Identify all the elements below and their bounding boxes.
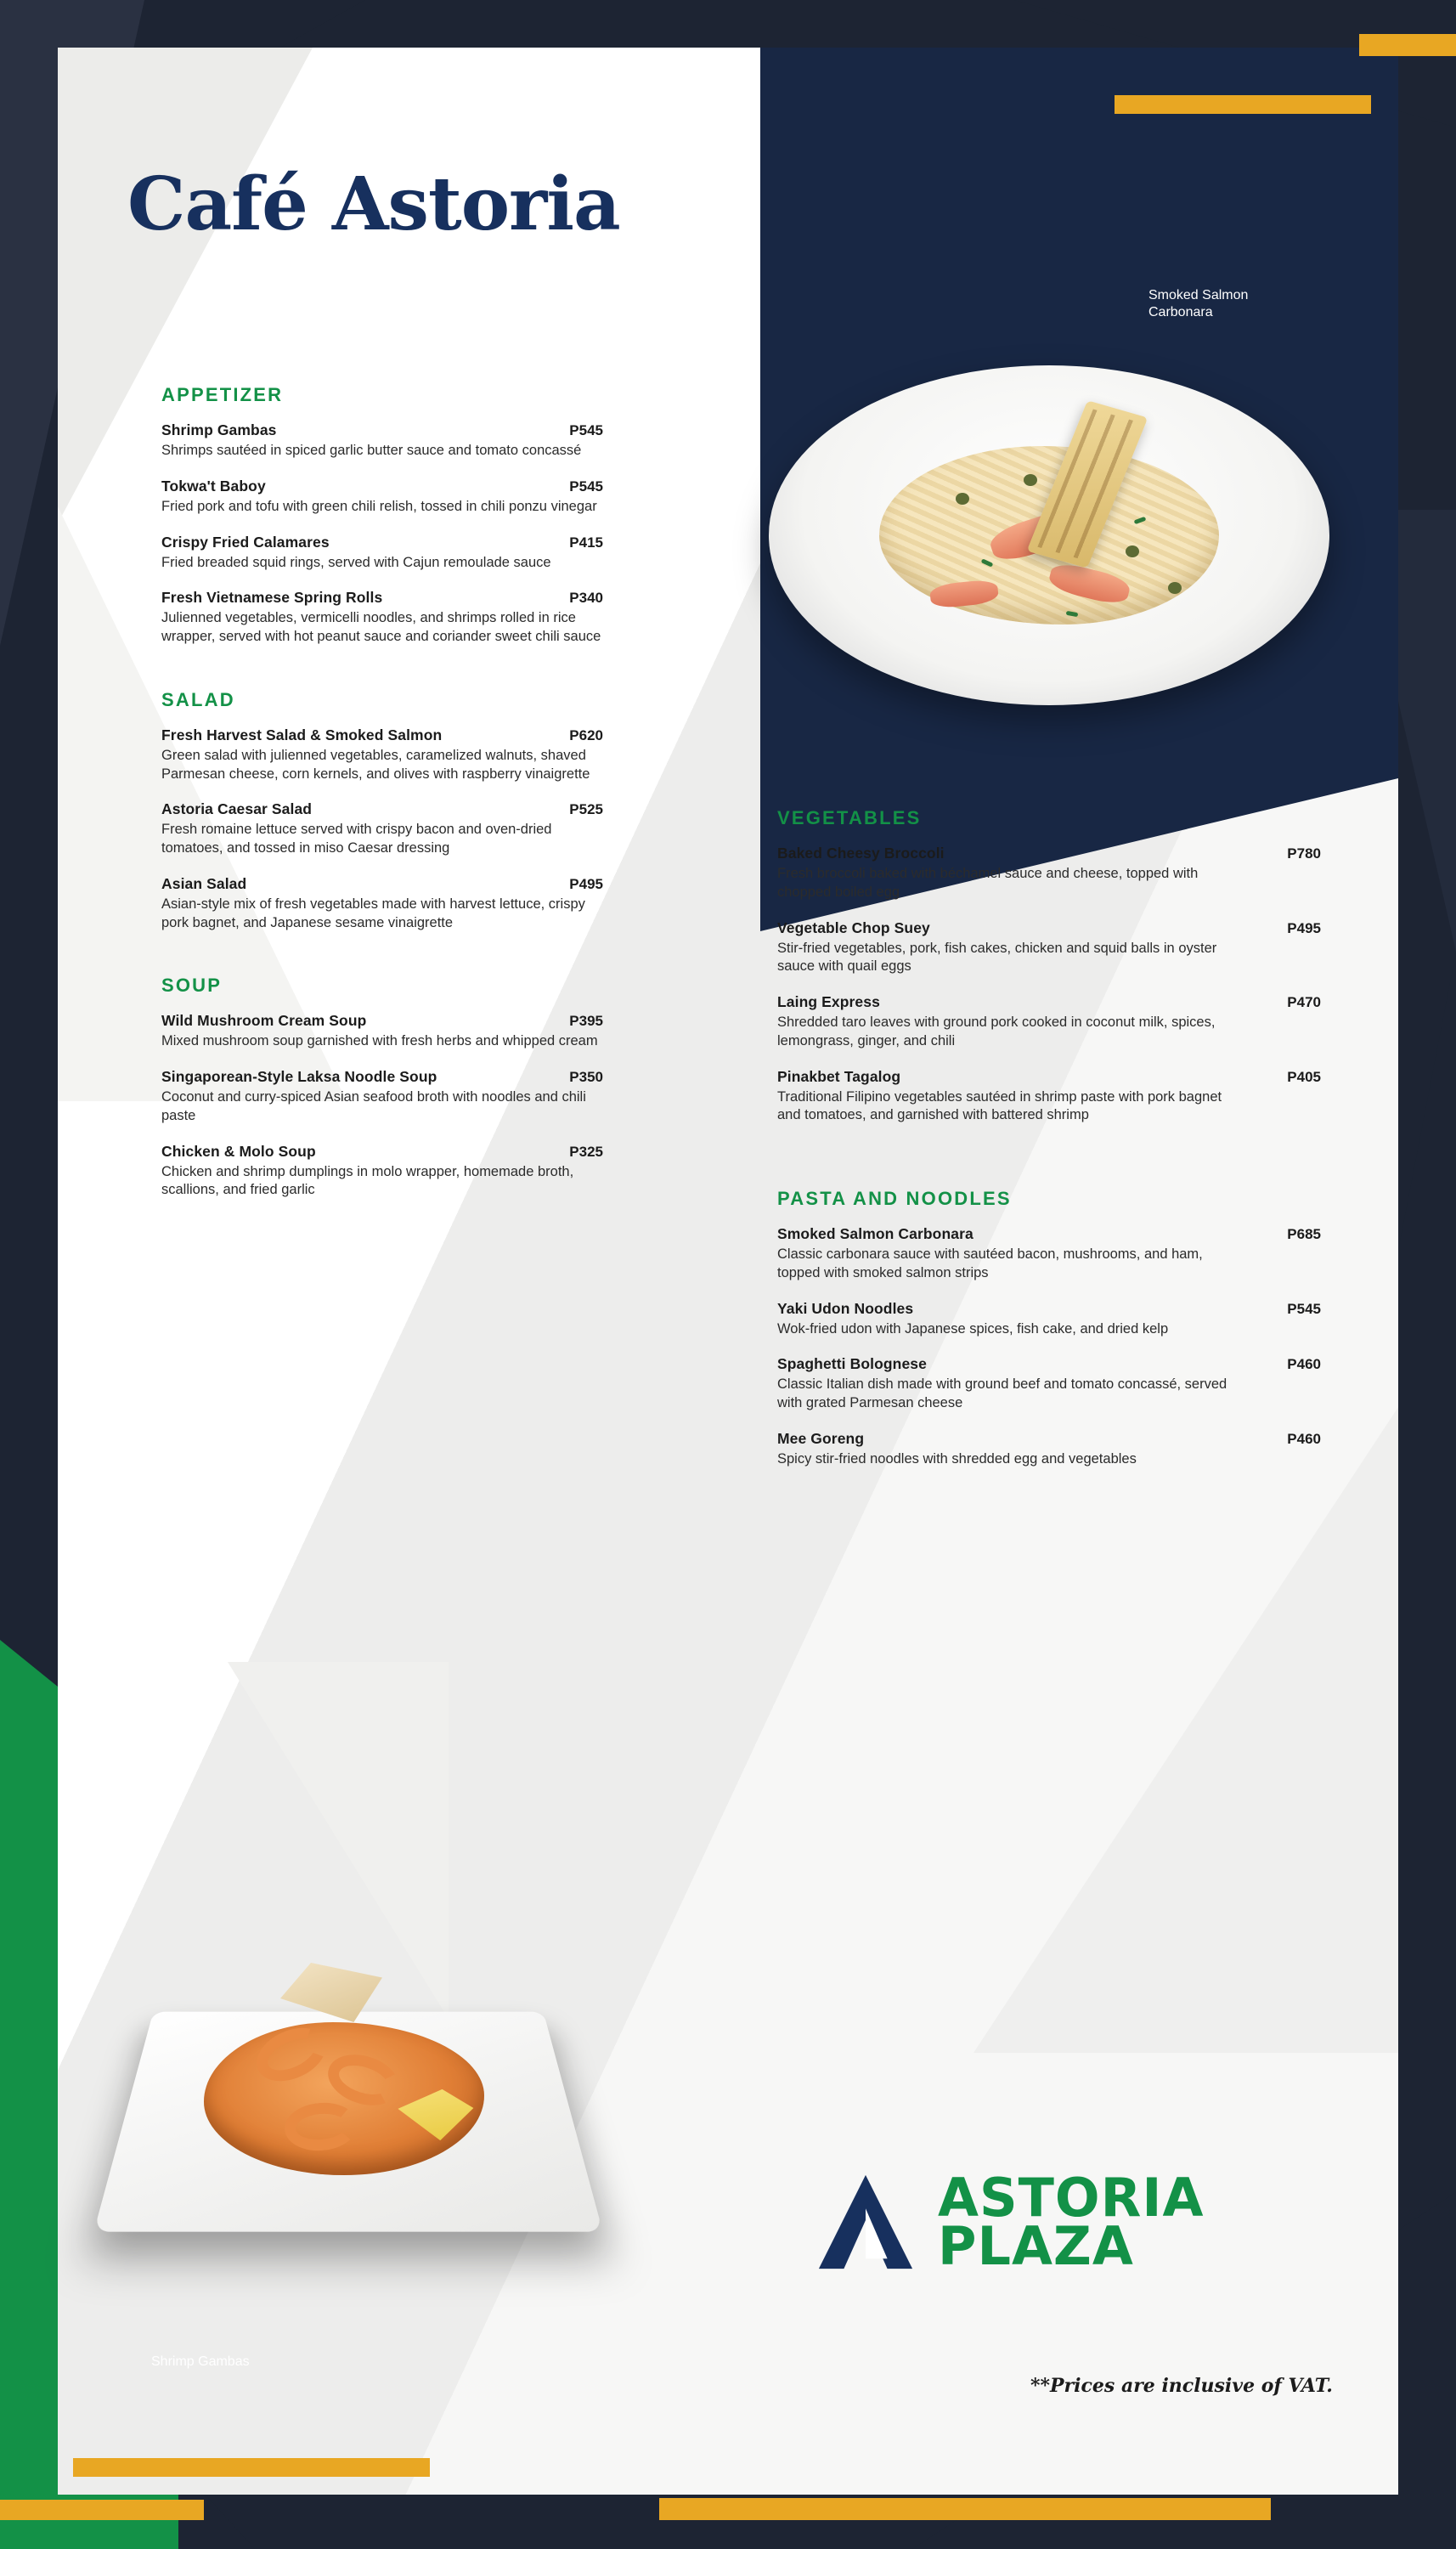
menu-item-description: Spicy stir-fried noodles with shredded egg and vegetables xyxy=(777,1450,1137,1467)
menu-item-price: P685 xyxy=(1287,1226,1321,1243)
menu-item xyxy=(161,1012,603,1051)
menu-item xyxy=(161,1068,603,1126)
menu-item-row xyxy=(777,993,1321,1011)
menu-item-name: Singaporean-Style Laksa Noodle Soup xyxy=(161,1068,437,1086)
menu-item xyxy=(161,726,603,784)
menu-item-price: P545 xyxy=(1287,1300,1321,1317)
menu-item-description: Traditional Filipino vegetables sautéed in shrimp paste with pork bagnet and tomatoes, and garnished with battered shrimp xyxy=(777,1088,1222,1123)
section-title: APPETIZER xyxy=(161,384,284,405)
section-soup xyxy=(161,975,603,1200)
menu-item-price: P470 xyxy=(1287,994,1321,1011)
section-appetizer xyxy=(161,384,603,647)
menu-item-row xyxy=(161,726,603,744)
menu-item-name: Shrimp Gambas xyxy=(161,421,277,438)
menu-item-row xyxy=(161,478,603,495)
menu-item-price: P495 xyxy=(569,875,603,892)
menu-item-price: P525 xyxy=(569,801,603,818)
menu-item-row xyxy=(777,1068,1321,1086)
menu-item-name: Wild Mushroom Cream Soup xyxy=(161,1012,367,1030)
menu-item-row xyxy=(777,1430,1321,1448)
section-salad xyxy=(161,689,603,933)
page-title: Café Astoria xyxy=(127,161,620,247)
menu-item-description: Fresh broccoli baked with béchamel sauce and cheese, topped with chopped boiled egg xyxy=(777,866,1199,900)
menu-item-description: Shredded taro leaves with ground pork cooked in coconut milk, spices, lemongrass, ginger, and chili xyxy=(777,1015,1216,1048)
logo-line-2: PLAZA xyxy=(938,2215,1134,2277)
menu-item-price: P545 xyxy=(569,478,603,495)
menu-item-name: Spaghetti Bolognese xyxy=(777,1355,927,1373)
menu-item-description: Wok-fried udon with Japanese spices, fish cake, and dried kelp xyxy=(777,1320,1169,1337)
menu-item-row xyxy=(161,421,603,439)
menu-item-price: P405 xyxy=(1287,1068,1321,1085)
menu-item xyxy=(777,919,1321,977)
menu-item-row xyxy=(161,800,603,818)
menu-item-price: P350 xyxy=(569,1069,603,1086)
menu-item-description: Stir-fried vegetables, pork, fish cakes, chicken and squid balls in oyster sauce with quail eggs xyxy=(777,940,1217,975)
menu-item-name: Yaki Udon Noodles xyxy=(777,1299,914,1317)
shrimp-photo-caption: Shrimp Gambas xyxy=(151,2354,250,2369)
menu-item xyxy=(777,1068,1321,1126)
menu-item-row xyxy=(777,919,1321,937)
menu-item-description: Shrimps sautéed in spiced garlic butter sauce and tomato concassé xyxy=(161,443,582,458)
menu-item-name: Fresh Vietnamese Spring Rolls xyxy=(161,589,383,607)
menu-item xyxy=(161,1143,603,1201)
menu-column-left xyxy=(161,384,603,1217)
menu-item-row xyxy=(161,1012,603,1030)
menu-item-description: Coconut and curry-spiced Asian seafood broth with noodles and chili paste xyxy=(161,1089,586,1123)
menu-item-name: Laing Express xyxy=(777,993,880,1011)
menu-item-row xyxy=(777,1355,1321,1373)
menu-item-name: Smoked Salmon Carbonara xyxy=(777,1225,973,1243)
menu-item-description: Asian-style mix of fresh vegetables made with harvest lettuce, crispy pork bagnet, and Japanese sesame vinaigrette xyxy=(161,896,585,930)
menu-item-price: P495 xyxy=(1287,919,1321,936)
menu-item-price: P325 xyxy=(569,1143,603,1160)
menu-item xyxy=(777,1355,1321,1413)
menu-item-name: Asian Salad xyxy=(161,874,247,892)
section-title: VEGETABLES xyxy=(777,807,922,828)
astoria-plaza-logo xyxy=(815,2166,1205,2277)
menu-item-name: Chicken & Molo Soup xyxy=(161,1142,316,1160)
menu-item-price: P780 xyxy=(1287,845,1321,862)
caption-line-1: Smoked Salmon xyxy=(1148,288,1249,302)
menu-item xyxy=(777,1430,1321,1469)
menu-item xyxy=(161,478,603,517)
menu-item-price: P460 xyxy=(1287,1430,1321,1447)
menu-item-price: P340 xyxy=(569,590,603,607)
menu-item-name: Tokwa't Baboy xyxy=(161,477,266,495)
menu-item-description: Chicken and shrimp dumplings in molo wrapper, homemade broth, scallions, and fried garlic xyxy=(161,1163,574,1198)
menu-item-name: Pinakbet Tagalog xyxy=(777,1067,901,1085)
menu-item-row xyxy=(777,1300,1321,1318)
menu-item-description: Fried pork and tofu with green chili relish, tossed in chili ponzu vinegar xyxy=(161,498,597,514)
menu-item-description: Classic carbonara sauce with sautéed bacon, mushrooms, and ham, topped with smoked salmon strips xyxy=(777,1246,1203,1280)
section-title: PASTA AND NOODLES xyxy=(777,1188,1012,1210)
menu-item-description: Fried breaded squid rings, served with Cajun remoulade sauce xyxy=(161,554,551,570)
logo-wordmark xyxy=(938,2166,1205,2277)
menu-item-row xyxy=(777,845,1321,862)
menu-item xyxy=(161,534,603,573)
menu-item xyxy=(777,845,1321,902)
menu-item-row xyxy=(161,1143,603,1161)
menu-item-row xyxy=(161,589,603,607)
menu-item-price: P620 xyxy=(569,726,603,743)
section-vegetables xyxy=(777,807,1321,1125)
menu-item-row xyxy=(777,1225,1321,1243)
logo-line-1: ASTORIA xyxy=(938,2166,1205,2229)
menu-item-name: Astoria Caesar Salad xyxy=(161,800,313,818)
caption-line-2: Carbonara xyxy=(1148,305,1213,319)
menu-item xyxy=(777,993,1321,1051)
section-title: SOUP xyxy=(161,975,223,997)
menu-item-description: Classic Italian dish made with ground beef and tomato concassé, served with grated Parmesan cheese xyxy=(777,1376,1227,1411)
menu-item-name: Crispy Fried Calamares xyxy=(161,533,330,551)
menu-item xyxy=(161,800,603,858)
menu-item-description: Fresh romaine lettuce served with crispy bacon and oven-dried tomatoes, and tossed in miso Caesar dressing xyxy=(161,822,552,856)
menu-item-row xyxy=(161,1068,603,1086)
menu-item xyxy=(161,589,603,647)
menu-item-price: P395 xyxy=(569,1013,603,1030)
menu-item-price: P545 xyxy=(569,422,603,438)
astoria-a-mark-icon xyxy=(815,2171,916,2273)
vat-note: **Prices are inclusive of VAT. xyxy=(1030,2375,1333,2397)
menu-item-name: Baked Cheesy Broccoli xyxy=(777,845,945,862)
menu-column-right xyxy=(777,807,1321,1486)
section-title: SALAD xyxy=(161,688,235,710)
section-pasta-and-noodles xyxy=(777,1188,1321,1469)
menu-item-name: Mee Goreng xyxy=(777,1429,865,1447)
menu-item-price: P415 xyxy=(569,534,603,551)
menu-item-description: Mixed mushroom soup garnished with fresh herbs and whipped cream xyxy=(161,1033,598,1049)
menu-item-name: Fresh Harvest Salad & Smoked Salmon xyxy=(161,726,443,743)
menu-item-description: Julienned vegetables, vermicelli noodles, and shrimps rolled in rice wrapper, served with hot peanut sauce and coriander sweet chili sauce xyxy=(161,610,601,645)
menu-item-price: P460 xyxy=(1287,1356,1321,1373)
menu-item xyxy=(777,1225,1321,1283)
menu-item xyxy=(161,421,603,461)
menu-item xyxy=(161,875,603,933)
menu-item xyxy=(777,1300,1321,1339)
menu-item-row xyxy=(161,875,603,893)
menu-item-row xyxy=(161,534,603,551)
menu-item-description: Green salad with julienned vegetables, caramelized walnuts, shaved Parmesan cheese, corn kernels, and olives with raspberry vinaigrette xyxy=(161,747,590,782)
menu-item-name: Vegetable Chop Suey xyxy=(777,918,930,936)
